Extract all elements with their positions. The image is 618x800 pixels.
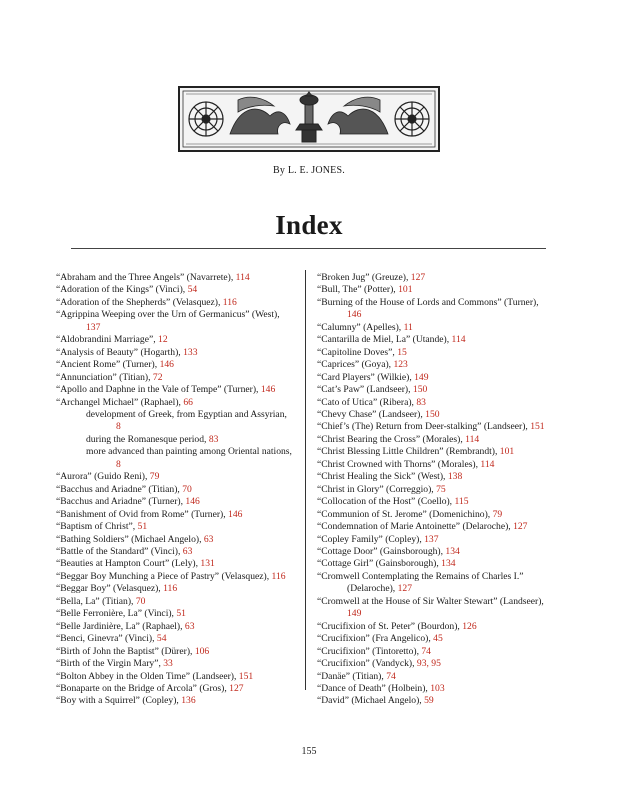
- entry-text: “Christ Blessing Little Children” (Rembrandt),: [317, 446, 500, 458]
- page-reference-link[interactable]: 114: [235, 272, 250, 283]
- entry-text: “Chief’s (The) Return from Deer-stalking” (Landseer),: [317, 421, 531, 433]
- entry-text: “Agrippina Weeping over the Urn of Germanicus” (West),: [56, 309, 280, 321]
- index-entry: [317, 347, 555, 359]
- index-entry: [56, 546, 294, 558]
- entry-text: “Abraham and the Three Angels” (Navarrete),: [56, 272, 236, 283]
- entry-text: “Archangel Michael” (Raphael),: [56, 396, 184, 408]
- index-entry: [317, 484, 555, 496]
- index-entry: [56, 347, 294, 359]
- entry-text: “Cromwell at the House of Sir Walter Stewart” (Landseer),: [317, 595, 544, 607]
- page-reference-link[interactable]: 116: [222, 296, 237, 308]
- index-entry: [56, 671, 294, 683]
- index-entry: [317, 384, 555, 396]
- page-reference-link[interactable]: 123: [393, 359, 408, 371]
- index-entry: [56, 372, 294, 384]
- entry-text: “David” (Michael Angelo),: [317, 695, 425, 707]
- index-entry: [56, 397, 294, 409]
- index-entry: [317, 646, 555, 658]
- index-entry: [56, 633, 294, 645]
- index-entry: [317, 446, 555, 458]
- index-entry: [317, 284, 555, 296]
- index-entry: [317, 596, 555, 621]
- index-entry: [317, 558, 555, 570]
- entry-text: “Belle Jardinière, La” (Raphael),: [56, 620, 185, 632]
- entry-text: “Aurora” (Guido Reni),: [56, 471, 150, 483]
- page-reference-link[interactable]: 133: [183, 346, 198, 358]
- entry-text: “Bacchus and Ariadne” (Turner),: [56, 496, 186, 508]
- page-reference-link[interactable]: 146: [185, 496, 200, 508]
- column-divider: [305, 270, 306, 690]
- entry-text: “Caprices” (Goya),: [317, 359, 394, 371]
- index-entry: [56, 583, 294, 595]
- title-rule: [71, 248, 546, 249]
- entry-text: “Bull, The” (Potter),: [317, 284, 399, 296]
- page-reference-link[interactable]: 114: [480, 458, 495, 470]
- index-entry: [56, 558, 294, 570]
- index-entry: [56, 596, 294, 608]
- page-reference-link[interactable]: 138: [447, 471, 463, 483]
- page-reference-link[interactable]: 146: [347, 309, 362, 321]
- entry-text: “Cantarilla de Miel, La” (Utande),: [317, 334, 452, 346]
- index-subentry: [56, 409, 294, 434]
- entry-text: “Birth of John the Baptist” (Dürer),: [56, 645, 195, 657]
- index-subentry: [56, 446, 294, 471]
- page-reference-link[interactable]: 74: [421, 645, 431, 657]
- index-entry: [317, 633, 555, 645]
- page-reference-link[interactable]: 127: [410, 272, 426, 283]
- entry-text: “Danäe” (Titian),: [317, 670, 387, 682]
- page-reference-link[interactable]: 101: [398, 284, 413, 296]
- entry-text: “Apollo and Daphne in the Vale of Tempe” (Turner),: [56, 384, 261, 396]
- entry-text: “Cato of Utica” (Ribera),: [317, 396, 417, 408]
- page-reference-link[interactable]: 149: [414, 371, 429, 383]
- page-title: Index: [275, 210, 343, 240]
- index-entry: [56, 284, 294, 296]
- page-reference-link[interactable]: 79: [149, 471, 160, 483]
- index-entry: [317, 397, 555, 409]
- index-entry: [56, 359, 294, 371]
- page-reference-link[interactable]: 45: [433, 633, 443, 645]
- index-entry: [56, 334, 294, 346]
- page-reference-link[interactable]: 66: [183, 396, 193, 408]
- page-reference-link[interactable]: 127: [229, 682, 244, 694]
- entry-text: “Beggar Boy” (Velasquez),: [56, 583, 164, 595]
- entry-text: “Annunciation” (Titian),: [56, 371, 153, 383]
- page-reference-link[interactable]: 146: [260, 384, 276, 396]
- index-entry: [317, 695, 555, 707]
- page-reference-link[interactable]: 83: [208, 433, 219, 445]
- page-reference-link[interactable]: 51: [137, 521, 148, 533]
- page-reference-link[interactable]: 151: [530, 421, 545, 433]
- entry-text: “Chevy Chase” (Landseer),: [317, 408, 426, 420]
- index-entry: [317, 546, 555, 558]
- entry-text: “Collocation of the Host” (Coello),: [317, 496, 455, 508]
- index-entry: [317, 434, 555, 446]
- page-reference-link[interactable]: 63: [182, 545, 193, 557]
- entry-text: “Condemnation of Marie Antoinette” (Delaroche),: [317, 521, 514, 533]
- index-entry: [56, 272, 294, 284]
- entry-text: “Christ in Glory” (Correggio),: [317, 483, 437, 495]
- entry-text: “Cat’s Paw” (Landseer),: [317, 384, 413, 396]
- entry-text: “Cromwell Contemplating the Remains of Charles I.” (Delaroche),: [317, 570, 524, 595]
- entry-text: “Beggar Boy Munching a Piece of Pastry” (Velasquez),: [56, 570, 272, 582]
- page-reference-link[interactable]: 114: [451, 334, 466, 346]
- page-reference-link[interactable]: 126: [462, 620, 477, 632]
- entry-text: “Crucifixion” (Fra Angelico),: [317, 633, 434, 645]
- entry-text: “Christ Crowned with Thorns” (Morales),: [317, 458, 481, 470]
- page-reference-link[interactable]: 150: [412, 384, 428, 396]
- index-entry: [56, 646, 294, 658]
- index-entry: [317, 322, 555, 334]
- index-subentry: [56, 434, 294, 446]
- page-reference-link[interactable]: 70: [182, 483, 192, 495]
- entry-text: “Crucifixion” (Tintoretto),: [317, 645, 422, 657]
- page-reference-link[interactable]: 63: [203, 533, 214, 545]
- entry-text: “Burning of the House of Lords and Commons” (Turner),: [317, 296, 539, 308]
- entry-text: “Baptism of Christ”,: [56, 521, 138, 533]
- entry-text: “Aldobrandini Marriage”,: [56, 334, 159, 346]
- index-entry: [317, 471, 555, 483]
- entry-text: “Calumny” (Apelles),: [317, 321, 404, 333]
- index-entry: [317, 521, 555, 533]
- index-entry: [56, 496, 294, 508]
- entry-text: “Bella, La” (Titian),: [56, 595, 136, 607]
- entry-text: “Analysis of Beauty” (Hogarth),: [56, 346, 184, 358]
- index-entry: [317, 683, 555, 695]
- index-entry: [56, 534, 294, 546]
- page-reference-link[interactable]: 51: [176, 608, 186, 620]
- entry-text: “Crucifixion of St. Peter” (Bourdon),: [317, 620, 463, 632]
- index-entry: [317, 359, 555, 371]
- page-reference-link[interactable]: 70: [135, 595, 146, 607]
- entry-text: “Boy with a Squirrel” (Copley),: [56, 695, 182, 707]
- page-reference-link[interactable]: 101: [499, 446, 515, 458]
- entry-text: “Bacchus and Ariadne” (Titian),: [56, 483, 183, 495]
- index-entry: [56, 521, 294, 533]
- index-column-right: [317, 272, 555, 708]
- page-reference-link[interactable]: 149: [347, 608, 362, 620]
- page-reference-link[interactable]: 72: [152, 371, 163, 383]
- page-reference-link[interactable]: 103: [430, 682, 445, 694]
- index-entry: [317, 534, 555, 546]
- index-entry: [317, 334, 555, 346]
- page-reference-link[interactable]: 63: [184, 620, 195, 632]
- page-reference-link[interactable]: 127: [513, 521, 528, 533]
- entry-text: “Beauties at Hampton Court” (Lely),: [56, 558, 201, 570]
- page-reference-link[interactable]: 12: [158, 334, 168, 346]
- index-entry: [317, 621, 555, 633]
- page-reference-link[interactable]: 79: [492, 508, 503, 520]
- page-reference-link[interactable]: 131: [200, 558, 215, 570]
- entry-text: “Adoration of the Kings” (Vinci),: [56, 284, 188, 296]
- entry-text: “Birth of the Virgin Mary”,: [56, 658, 164, 670]
- page-reference-link[interactable]: 137: [86, 321, 101, 333]
- index-entry: [317, 297, 555, 322]
- page-reference-link[interactable]: 116: [271, 570, 286, 582]
- page-reference-link[interactable]: 8: [116, 421, 121, 433]
- index-entry: [56, 695, 294, 707]
- page-reference-link[interactable]: 116: [163, 583, 178, 595]
- index-entry: [56, 471, 294, 483]
- entry-text: during the Romanesque period,: [86, 433, 209, 445]
- page-reference-link[interactable]: 134: [445, 545, 460, 557]
- page-reference-link[interactable]: 106: [194, 645, 210, 657]
- page-reference-link[interactable]: 137: [424, 533, 439, 545]
- index-entry: [56, 608, 294, 620]
- index-column-left: [56, 272, 294, 708]
- entry-text: “Crucifixion” (Vandyck),: [317, 658, 417, 670]
- index-entry: [56, 509, 294, 521]
- entry-text: “Capitoline Doves”,: [317, 346, 398, 358]
- page-reference-link[interactable]: 59: [424, 695, 434, 707]
- page-reference-link[interactable]: 15: [397, 346, 407, 358]
- entry-text: “Copley Family” (Copley),: [317, 533, 425, 545]
- page-reference-link[interactable]: 74: [386, 670, 396, 682]
- entry-text: “Dance of Death” (Holbein),: [317, 682, 431, 694]
- page-reference-link[interactable]: 8: [116, 458, 121, 470]
- index-entry: [317, 509, 555, 521]
- index-entry: [56, 297, 294, 309]
- entry-text: “Banishment of Ovid from Rome” (Turner),: [56, 508, 229, 520]
- index-entry: [56, 384, 294, 396]
- page-reference-link[interactable]: 54: [156, 633, 167, 645]
- page-reference-link[interactable]: 114: [465, 433, 480, 445]
- index-entry: [56, 309, 294, 334]
- page-number: 155: [301, 746, 317, 757]
- index-entry: [317, 459, 555, 471]
- index-entry: [317, 421, 555, 433]
- entry-text: “Cottage Door” (Gainsborough),: [317, 545, 446, 557]
- index-entry: [56, 621, 294, 633]
- entry-text: “Belle Ferronière, La” (Vinci),: [56, 608, 177, 620]
- index-entry: [317, 658, 555, 670]
- page-reference-link[interactable]: 134: [441, 558, 456, 570]
- entry-text: “Christ Healing the Sick” (West),: [317, 471, 448, 483]
- entry-text: “Ancient Rome” (Turner),: [56, 359, 160, 371]
- index-entry: [317, 671, 555, 683]
- entry-text: “Communion of St. Jerome” (Domenichino),: [317, 508, 493, 520]
- page-reference-link[interactable]: 83: [416, 396, 426, 408]
- entry-text: “Bonaparte on the Bridge of Arcola” (Gros),: [56, 682, 230, 694]
- page-reference-link[interactable]: 136: [181, 695, 196, 707]
- entry-text: more advanced than painting among Oriental nations,: [86, 446, 292, 458]
- entry-text: “Battle of the Standard” (Vinci),: [56, 545, 183, 557]
- decorative-header-engraving: [178, 86, 440, 152]
- entry-text: “Broken Jug” (Greuze),: [317, 272, 411, 283]
- page-reference-link[interactable]: 146: [159, 359, 174, 371]
- page-reference-link[interactable]: 127: [397, 583, 412, 595]
- index-entry: [56, 571, 294, 583]
- index-entry: [56, 683, 294, 695]
- entry-text: “Bolton Abbey in the Olden Time” (Landseer),: [56, 670, 239, 682]
- entry-text: development of Greek, from Egyptian and Assyrian,: [86, 408, 287, 420]
- index-entry: [317, 372, 555, 384]
- index-entry: [317, 409, 555, 421]
- index-entry: [317, 496, 555, 508]
- page-reference-link[interactable]: 150: [425, 408, 440, 420]
- page-reference-link[interactable]: 93, 95: [416, 658, 441, 670]
- index-entry: [56, 658, 294, 670]
- entry-text: “Bathing Soldiers” (Michael Angelo),: [56, 533, 204, 545]
- byline: By L. E. JONES.: [273, 165, 345, 176]
- page-reference-link[interactable]: 146: [228, 508, 243, 520]
- entry-text: “Cottage Girl” (Gainsborough),: [317, 558, 442, 570]
- page-reference-link[interactable]: 54: [187, 284, 198, 296]
- page-reference-link[interactable]: 115: [454, 496, 469, 508]
- page-reference-link[interactable]: 11: [403, 321, 413, 333]
- page-reference-link[interactable]: 151: [238, 670, 254, 682]
- page-reference-link[interactable]: 33: [163, 658, 173, 670]
- page-reference-link[interactable]: 75: [436, 483, 446, 495]
- index-entry: [317, 571, 555, 596]
- entry-text: “Card Players” (Wilkie),: [317, 371, 415, 383]
- index-entry: [317, 272, 555, 284]
- entry-text: “Christ Bearing the Cross” (Morales),: [317, 433, 466, 445]
- entry-text: “Adoration of the Shepherds” (Velasquez),: [56, 296, 223, 308]
- entry-text: “Benci, Ginevra” (Vinci),: [56, 633, 157, 645]
- index-entry: [56, 484, 294, 496]
